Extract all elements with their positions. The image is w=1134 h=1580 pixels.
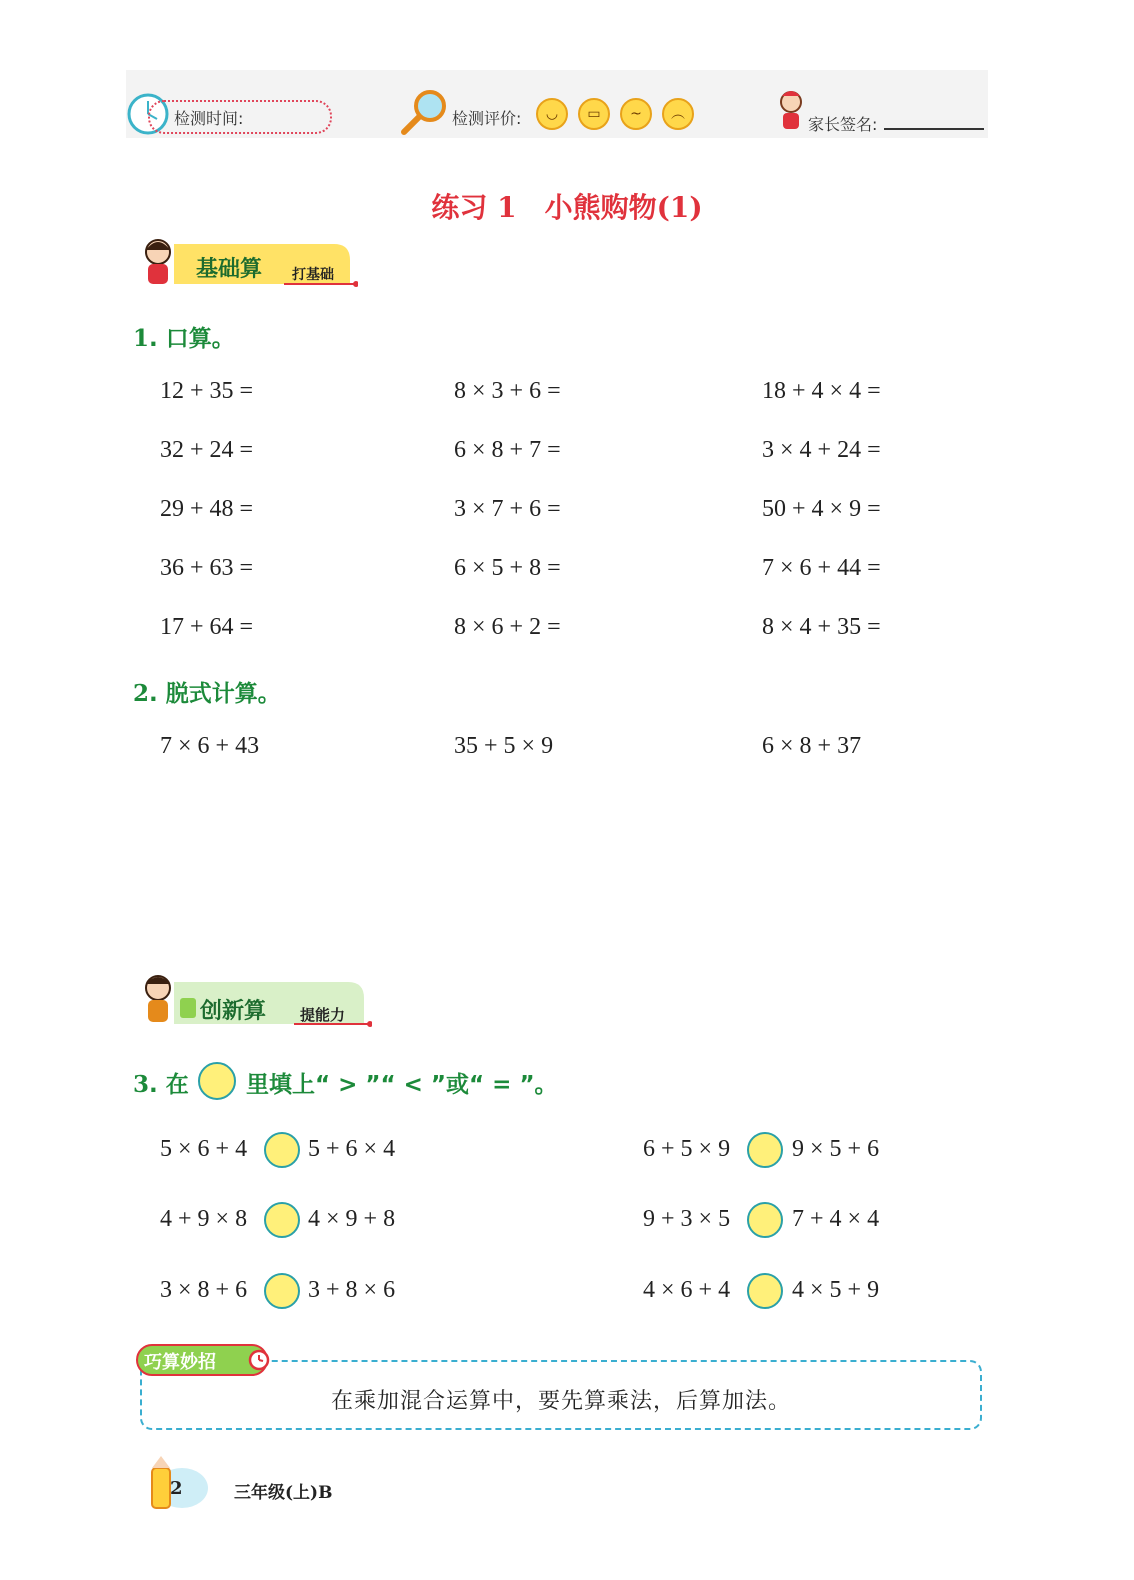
q3-right-expr: 7 + 4 × 4	[792, 1206, 880, 1232]
compare-circle[interactable]	[747, 1273, 783, 1309]
q1-expr: 8 × 3 + 6 =	[454, 378, 561, 404]
q3-right-expr: 4 × 5 + 9	[792, 1277, 880, 1303]
tip-label: 巧算妙招	[144, 1352, 216, 1373]
q3-right-expr: 5 + 6 × 4	[308, 1136, 396, 1162]
compare-circle[interactable]	[264, 1273, 300, 1309]
q2-number: 2	[133, 680, 150, 707]
page-title: 练习 1 小熊购物(1)	[431, 191, 703, 224]
q3-heading	[133, 1066, 189, 1099]
signature-line[interactable]	[884, 128, 984, 130]
uneasy-face-icon[interactable]: ~	[620, 98, 652, 130]
section-title-innovative: 创新算	[200, 999, 267, 1024]
q2-expr: 35 + 5 × 9	[454, 733, 554, 759]
magnifier-icon	[396, 88, 450, 138]
signature-label: 家长签名:	[808, 115, 878, 134]
q3-left-expr: 5 × 6 + 4	[160, 1136, 248, 1162]
time-label: 检测时间:	[174, 109, 244, 128]
q1-expr: 32 + 24 =	[160, 437, 254, 463]
q1-expr: 6 × 8 + 7 =	[454, 437, 561, 463]
q1-expr: 7 × 6 + 44 =	[762, 555, 881, 581]
q1-expr: 3 × 4 + 24 =	[762, 437, 881, 463]
q3-right-expr: 3 + 8 × 6	[308, 1277, 396, 1303]
q3-left-expr: 4 × 6 + 4	[643, 1277, 731, 1303]
q3-number: 3	[133, 1071, 150, 1098]
alarm-clock-icon	[246, 1346, 272, 1372]
q1-heading	[133, 320, 235, 353]
grinning-face-icon[interactable]: ▭	[578, 98, 610, 130]
q3-left-expr: 3 × 8 + 6	[160, 1277, 248, 1303]
q1-expr: 29 + 48 =	[160, 496, 254, 522]
section-subtitle-innovative: 提能力	[300, 1006, 346, 1024]
q2-expr: 6 × 8 + 37	[762, 733, 862, 759]
q1-expr: 3 × 7 + 6 =	[454, 496, 561, 522]
compare-circle[interactable]	[747, 1132, 783, 1168]
q2-expr: 7 × 6 + 43	[160, 733, 260, 759]
q2-heading	[133, 675, 281, 708]
q1-expr: 50 + 4 × 9 =	[762, 496, 881, 522]
eval-label: 检测评价:	[452, 109, 522, 128]
section-title-basic: 基础算	[196, 257, 263, 282]
q3-heading-pre: . 在	[149, 1072, 189, 1098]
q1-expr: 17 + 64 =	[160, 614, 254, 640]
section-subtitle-basic: 打基础	[292, 267, 334, 283]
q1-expr: 36 + 63 =	[160, 555, 254, 581]
q3-right-expr: 9 × 5 + 6	[792, 1136, 880, 1162]
compare-circle[interactable]	[747, 1202, 783, 1238]
q2-heading-text: . 脱式计算。	[149, 681, 281, 707]
q3-right-expr: 4 × 9 + 8	[308, 1206, 396, 1232]
tip-text: 在乘加混合运算中，要先算乘法，后算加法。	[330, 1389, 791, 1414]
compare-circle[interactable]	[264, 1202, 300, 1238]
compare-circle[interactable]	[264, 1132, 300, 1168]
q3-heading-post: 里填上“ > ”“ < ”或“ = ”。	[246, 1072, 558, 1098]
girl-icon	[774, 88, 808, 134]
q1-number: 1	[133, 325, 150, 352]
page-number: 2	[170, 1478, 183, 1499]
q3-left-expr: 9 + 3 × 5	[643, 1206, 731, 1232]
q1-expr: 12 + 35 =	[160, 378, 254, 404]
example-circle-icon	[198, 1062, 236, 1100]
q3-left-expr: 6 + 5 × 9	[643, 1136, 731, 1162]
q1-expr: 6 × 5 + 8 =	[454, 555, 561, 581]
q1-expr: 8 × 4 + 35 =	[762, 614, 881, 640]
q1-expr: 18 + 4 × 4 =	[762, 378, 881, 404]
grade-label: 三年级(上)B	[234, 1483, 333, 1503]
q1-expr: 8 × 6 + 2 =	[454, 614, 561, 640]
q3-left-expr: 4 + 9 × 8	[160, 1206, 248, 1232]
laughing-face-icon[interactable]: ◡	[536, 98, 568, 130]
crying-face-icon[interactable]: ︵	[662, 98, 694, 130]
q1-heading-text: . 口算。	[149, 326, 235, 352]
